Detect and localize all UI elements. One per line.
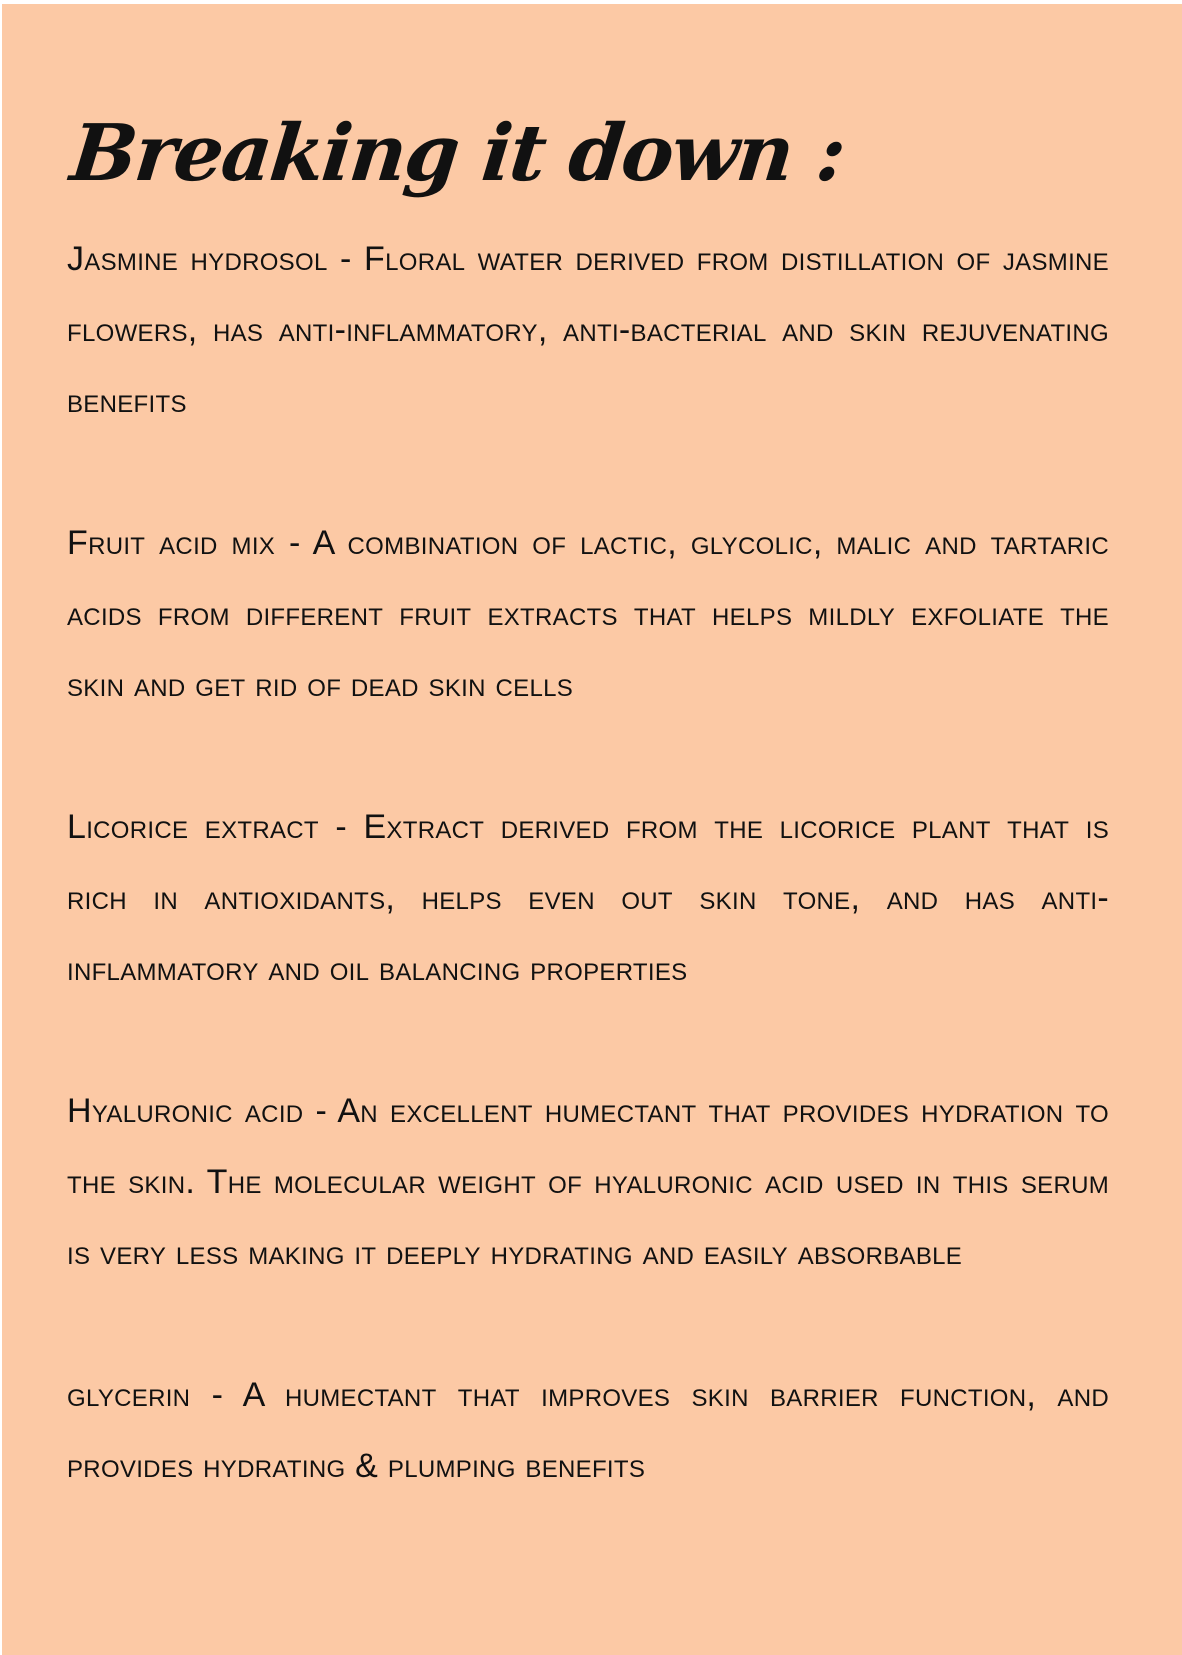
ingredient-jasmine-hydrosol: Jasmine hydrosol - Floral water derived from distillation of jasmine flowers, has anti-inflammatory, anti-bacterial and skin rejuvenating benefits <box>67 240 1109 420</box>
ingredient-licorice-extract: Licorice extract - Extract derived from the licorice plant that is rich in antioxidants, helps even out skin tone, and has anti-inflammatory and oil balancing properties <box>67 808 1109 988</box>
page <box>2 4 1182 1655</box>
ingredient-glycerin: glycerin - A humectant that improves skin barrier function, and provides hydrating & plumping benefits <box>67 1376 1109 1485</box>
page-heading: Breaking it down : <box>66 108 849 199</box>
ingredient-hyaluronic-acid: Hyaluronic acid - An excellent humectant that provides hydration to the skin. The molecular weight of hyaluronic acid used in this serum is very less making it deeply hydrating and easily absorbable <box>67 1092 1109 1272</box>
ingredient-fruit-acid-mix: Fruit acid mix - A combination of lactic, glycolic, malic and tartaric acids from different fruit extracts that helps mildly exfoliate the skin and get rid of dead skin cells <box>67 524 1109 704</box>
ingredient-list <box>67 224 1109 1502</box>
